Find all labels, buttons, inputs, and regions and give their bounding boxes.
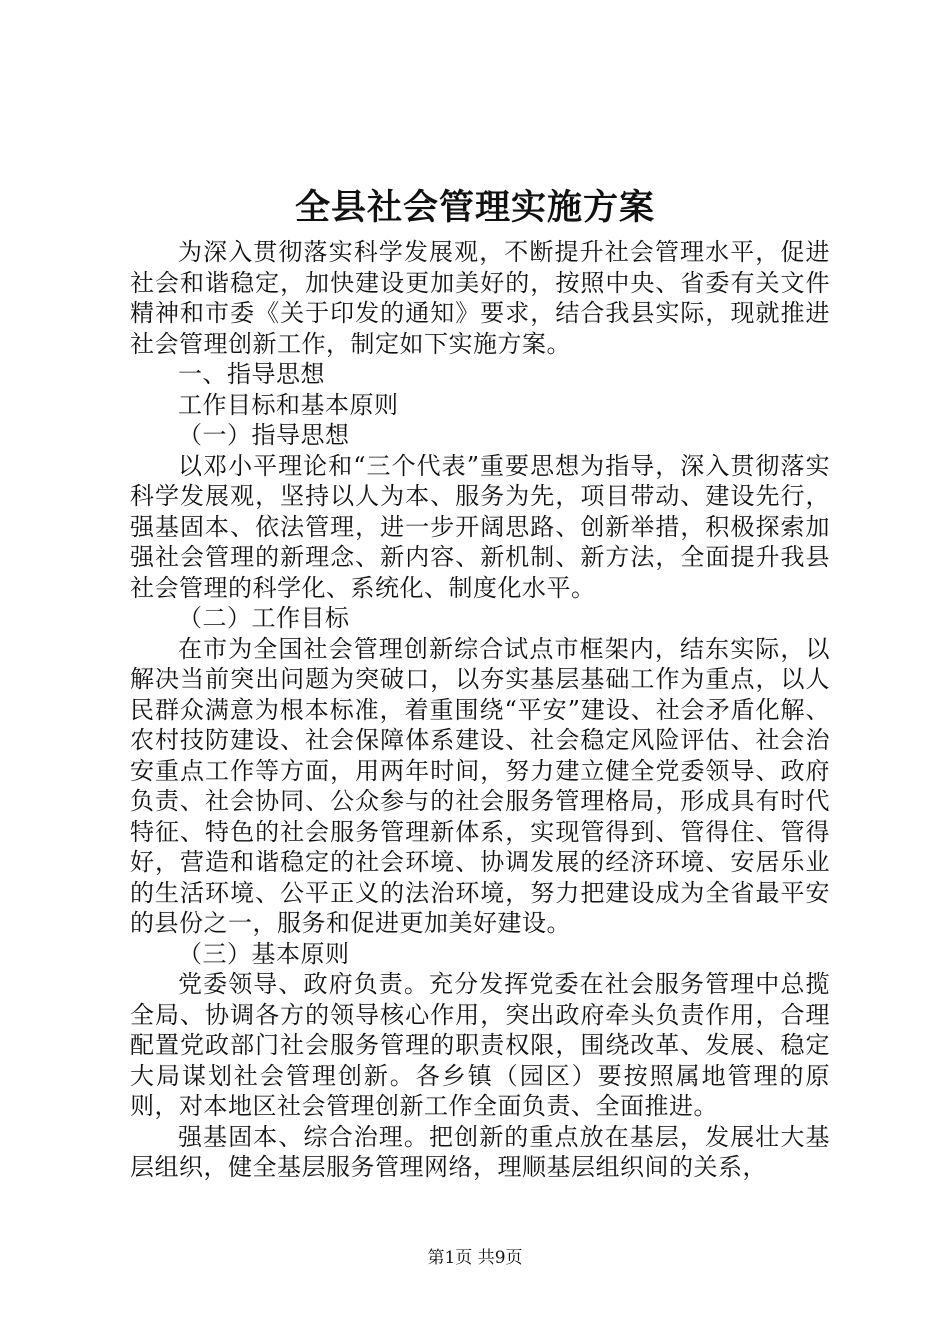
heading-goals-principles: 工作目标和基本原则 [178, 390, 399, 419]
subheading-guiding-thought: （一）指导思想 [178, 421, 350, 449]
heading-guiding-thought: 一、指导思想 [178, 360, 325, 388]
document-body [130, 237, 830, 1183]
paragraph-party-leadership: 党委领导、政府负责。充分发挥党委在社会服务管理中总揽全局、协调各方的领导核心作用，突出政府牵头负责作用，合理配置党政部门社会服务管理的职责权限，围绕改革、发展、稳定大局谋划社会管理创新。各乡镇（园区）要按照属地管理的原则，对本地区社会管理创新工作全面负责、全面推进。 [130, 970, 830, 1120]
page-footer: 第1页 共9页 [427, 1248, 523, 1268]
document-title: 全县社会管理实施方案 [294, 188, 655, 228]
subheading-work-goals: （二）工作目标 [178, 604, 350, 632]
subheading-basic-principles: （三）基本原则 [178, 939, 350, 968]
paragraph-guiding-thought: 以邓小平理论和“三个代表”重要思想为指导，深入贯彻落实科学发展观，坚持以人为本、服务为先，项目带动、建设先行，强基固本、依法管理，进一步开阔思路、创新举措，积极探索加强社会管理的新理念、新内容、新机制、新方法，全面提升我县社会管理的科学化、系统化、制度化水平。 [130, 451, 830, 602]
paragraph-work-goals: 在市为全国社会管理创新综合试点市框架内，结东实际，以解决当前突出问题为突破口，以夯实基层基础工作为重点，以人民群众满意为根本标准，着重围绕“平安”建设、社会矛盾化解、农村技防建设、社会保障体系建设、社会稳定风险评估、社会治安重点工作等方面，用两年时间，努力建立健全党委领导、政府负责、社会协同、公众参与的社会服务管理格局，形成具有时代特征、特色的社会服务管理新体系，实现管得到、管得住、管得好，营造和谐稳定的社会环境、协调发展的经济环境、安居乐业的生活环境、公平正义的法治环境，努力把建设成为全省最平安的县份之一，服务和促进更加美好建设。 [130, 634, 830, 937]
paragraph-intro: 为深入贯彻落实科学发展观，不断提升社会管理水平，促进社会和谐稳定，加快建设更加美好的，按照中央、省委有关文件精神和市委《关于印发的通知》要求，结合我县实际，现就推进社会管理创新工作，制定如下实施方案。 [130, 238, 830, 358]
paragraph-strengthen-base: 强基固本、综合治理。把创新的重点放在基层，发展壮大基层组织，健全基层服务管理网络，理顺基层组织间的关系， [130, 1122, 830, 1181]
